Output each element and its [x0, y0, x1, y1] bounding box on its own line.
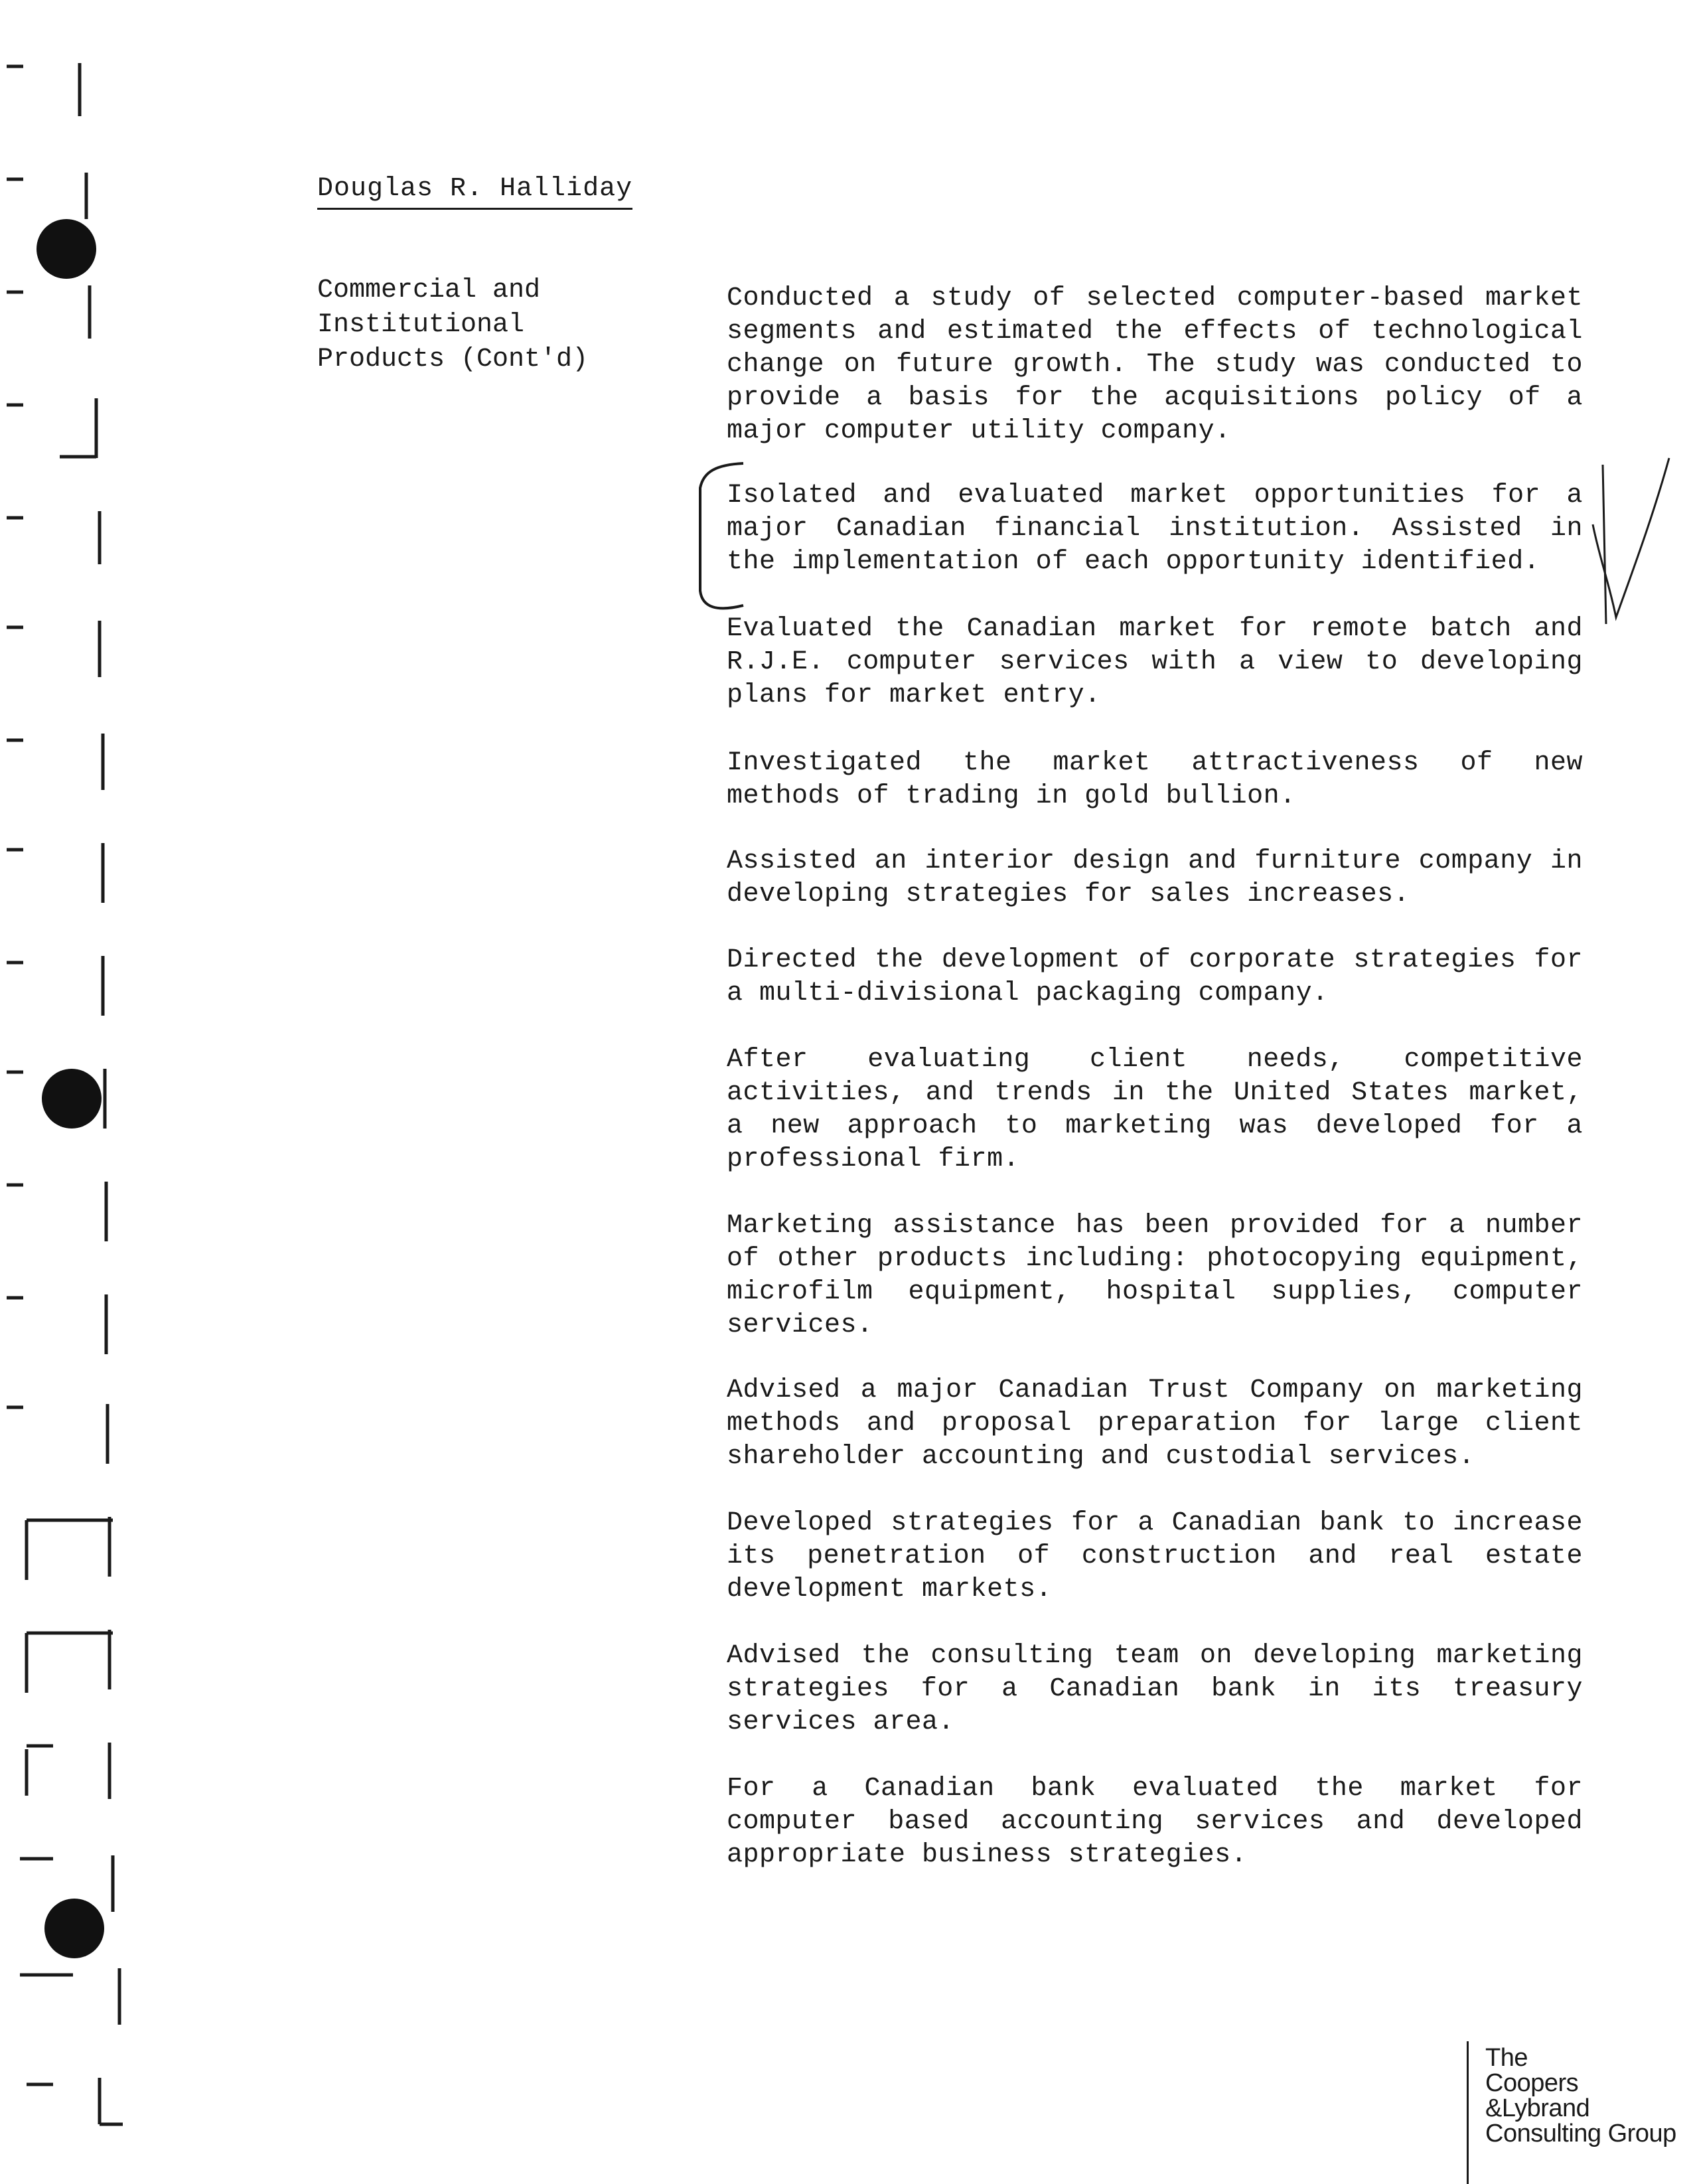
- logo-line: The: [1485, 2044, 1528, 2072]
- person-name: Douglas R. Halliday: [317, 174, 632, 210]
- company-logo: [1467, 2041, 1686, 2184]
- paragraph: For a Canadian bank evaluated the market for computer based accounting services and developed appropriate business strategies.: [727, 1774, 1583, 1870]
- paragraph: Investigated the market attractiveness of new methods of trading in gold bullion.: [727, 748, 1583, 811]
- paragraph: Developed strategies for a Canadian bank to increase its penetration of construction and real estate development markets.: [727, 1508, 1583, 1604]
- paragraph: Assisted an interior design and furniture company in developing strategies for sales increases.: [727, 846, 1583, 909]
- paragraph: After evaluating client needs, competitive activities, and trends in the United States market, a new approach to marketing was developed for a professional firm.: [727, 1045, 1583, 1174]
- paragraph: Conducted a study of selected computer-based market segments and estimated the effects of technological change on future growth. The study was conducted to provide a basis for the acquisitions policy of a major computer utility company.: [727, 283, 1583, 446]
- section-label: [317, 273, 609, 377]
- paragraph: Advised a major Canadian Trust Company on marketing methods and proposal preparation for large client shareholder accounting and custodial services.: [727, 1375, 1583, 1472]
- logo-line: Consulting Group: [1485, 2120, 1676, 2147]
- paragraph: Marketing assistance has been provided for a number of other products including: photocopying equipment, microfilm equipment, hospital supplies, computer services.: [727, 1211, 1583, 1340]
- paragraph: Evaluated the Canadian market for remote batch and R.J.E. computer services with a view to developing plans for market entry.: [727, 614, 1583, 710]
- section-label-line: Commercial and: [317, 275, 541, 305]
- paragraph: Isolated and evaluated market opportunities for a major Canadian financial institution. Assisted in the implementation of each opportunity identified.: [727, 481, 1583, 577]
- binder-edge: [0, 0, 146, 2184]
- paragraph: Directed the development of corporate strategies for a multi-divisional packaging company.: [727, 945, 1583, 1008]
- section-label-line: Institutional: [317, 310, 525, 340]
- logo-line: Coopers: [1485, 2069, 1579, 2097]
- logo-line: &Lybrand: [1485, 2094, 1590, 2122]
- section-label-line: Products (Cont'd): [317, 345, 589, 374]
- paragraph: Advised the consulting team on developing marketing strategies for a Canadian bank in its treasury services area.: [727, 1641, 1583, 1737]
- logo-bar: [1467, 2041, 1469, 2184]
- handwritten-check-mark: [1586, 451, 1679, 641]
